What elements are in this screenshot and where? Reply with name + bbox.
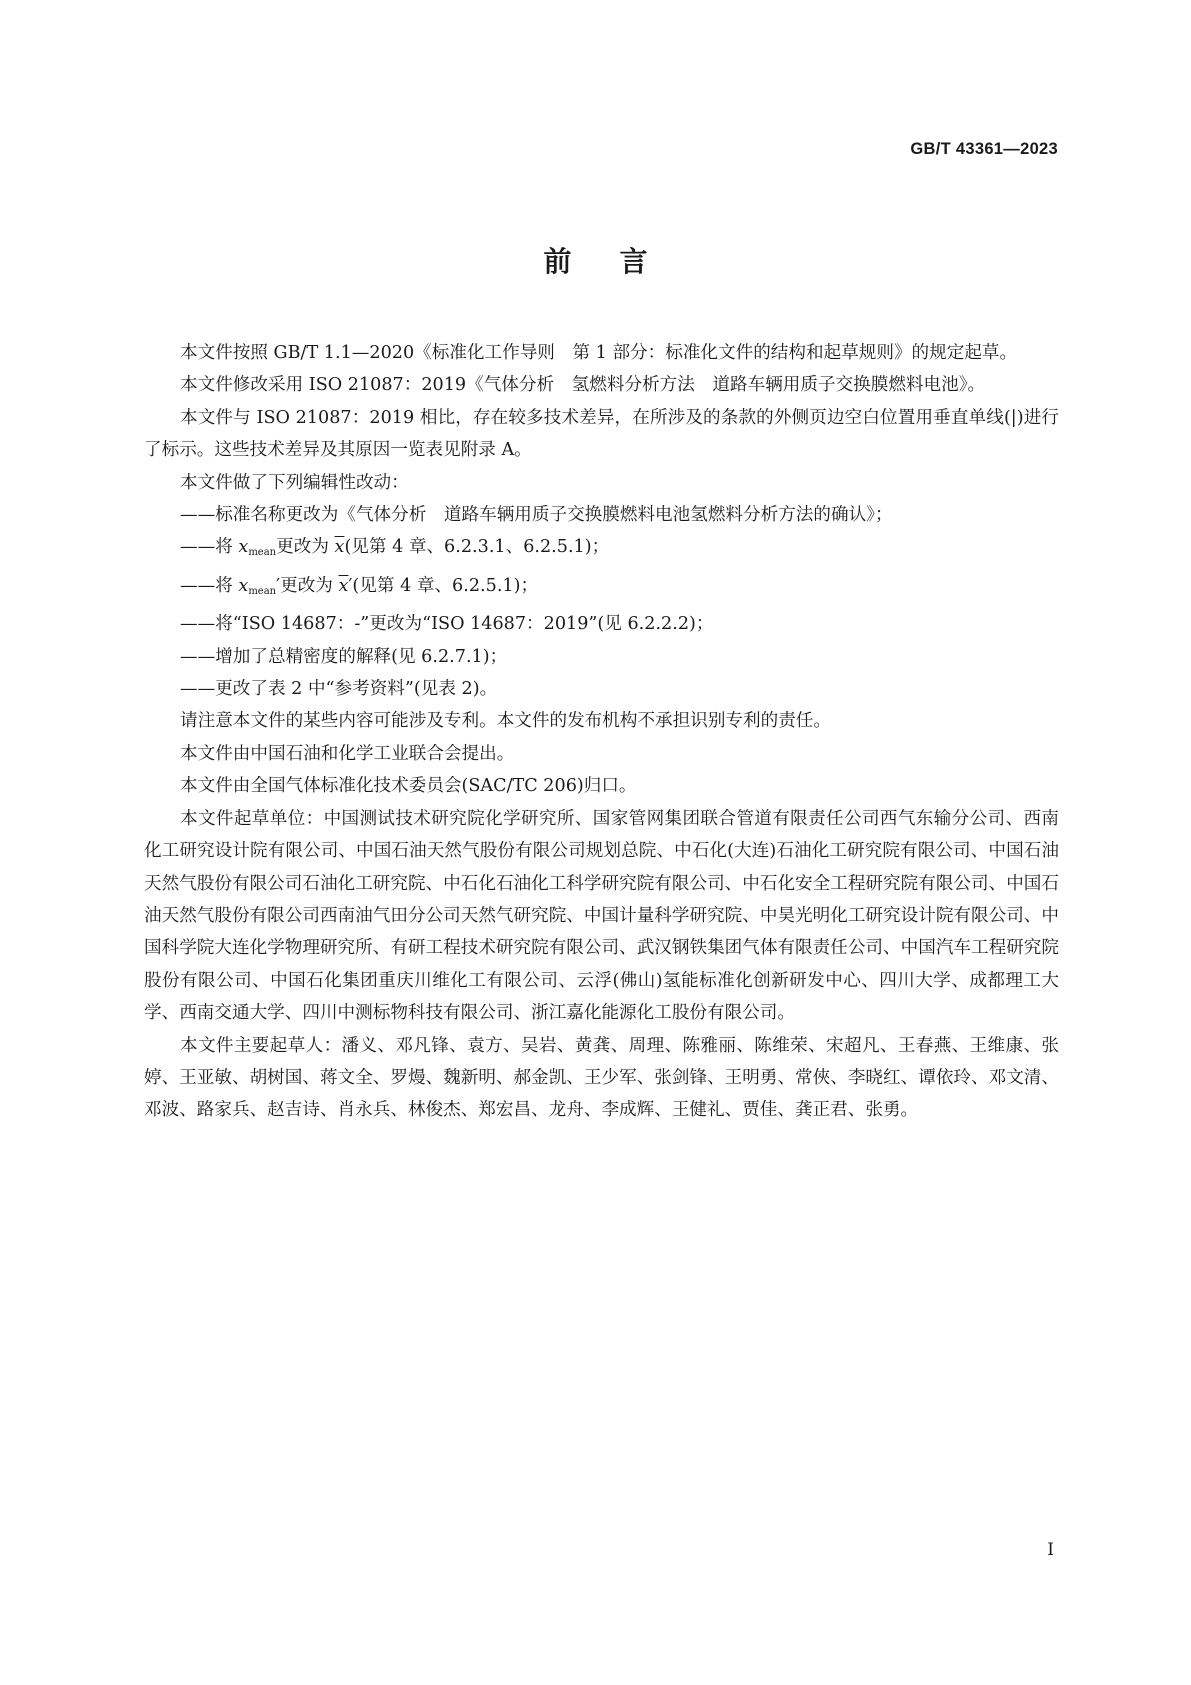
- change-mid: ′更改为: [276, 575, 339, 596]
- paragraph-managed-by: 本文件由全国气体标准化技术委员会(SAC/TC 206)归口。: [180, 776, 637, 797]
- paragraph-drafting-rules: 本文件按照 GB/T 1.1—2020《标准化工作导则 第 1 部分：标准化文件的结构和起草规则》的规定起草。: [180, 343, 1018, 363]
- change-mid: 更改为: [276, 537, 335, 558]
- variable-x-bar: $\overline{x}$: [338, 575, 349, 596]
- change-suffix: ′(见第 4 章、6.2.5.1)；: [348, 575, 539, 596]
- variable-x: x: [238, 537, 249, 558]
- subscript-mean: mean: [248, 585, 277, 597]
- change-item-title: ——标准名称更改为《气体分析 道路车辆用质子交换膜燃料电池氢燃料分析方法的确认》；: [180, 505, 893, 526]
- variable-x: x: [238, 575, 249, 596]
- page-title: 前言: [543, 245, 696, 278]
- paragraph-technical-differences: 本文件与 ISO 21087：2019 相比，存在较多技术差异，在所涉及的条款的外侧页边空白位置用垂直单线(|)进行了标示。这些技术差异及其原因一览表见附录 A。: [144, 407, 1059, 461]
- change-prefix: ——将: [180, 537, 239, 558]
- subscript-mean: mean: [248, 547, 277, 559]
- paragraph-drafting-units: 本文件起草单位：中国测试技术研究院化学研究所、国家管网集团联合管道有限责任公司西气东输分公司、西南化工研究设计院有限公司、中国石油天然气股份有限公司规划总院、中石化(大连)石油化工研究院有限公司、中国石油天然气股份有限公司石油化工研究院、中石化石油化工科学研究院有限公司、中石化安全工程研究院有限公司、中国石油天然气股份有限公司西南油气田分公司天然气研究院、中国计量科学研究院、中昊光明化工研究设计院有限公司、中国科学院大连化学物理研究所、有研工程技术研究院有限公司、武汉钢铁集团气体有限责任公司、中国汽车工程研究院股份有限公司、中国石化集团重庆川维化工有限公司、云浮(佛山)氢能标准化创新研发中心、四川大学、成都理工大学、西南交通大学、四川中测标物科技有限公司、浙江嘉化能源化工股份有限公司。: [144, 808, 1059, 1024]
- standard-number: GB/T 43361—2023: [910, 140, 1058, 158]
- paragraph-patent-notice: 请注意本文件的某些内容可能涉及专利。本文件的发布机构不承担识别专利的责任。: [180, 711, 831, 732]
- page-number: I: [1047, 1540, 1054, 1560]
- paragraph-adoption: 本文件修改采用 ISO 21087：2019《气体分析 氢燃料分析方法 道路车辆用质子交换膜燃料电池》。: [180, 375, 986, 396]
- variable-x-bar: $\overline{x}$: [334, 537, 345, 558]
- paragraph-editorial-changes-intro: 本文件做了下列编辑性改动：: [180, 472, 409, 493]
- change-prefix: ——将: [180, 575, 239, 596]
- change-item-xmean-prime: [144, 570, 1059, 608]
- change-item-table2: ——更改了表 2 中“参考资料”(见表 2)。: [180, 679, 498, 700]
- change-suffix: (见第 4 章、6.2.3.1、6.2.5.1)；: [344, 537, 610, 558]
- change-item-precision: ——增加了总精密度的解释(见 6.2.7.1)；: [180, 646, 508, 667]
- change-item-xmean: [144, 531, 1059, 569]
- foreword-body: [144, 337, 1059, 1127]
- change-item-iso14687: ——将“ISO 14687：-”更改为“ISO 14687：2019”(见 6.2.2.2)；: [180, 614, 714, 635]
- paragraph-proposed-by: 本文件由中国石油和化学工业联合会提出。: [180, 743, 515, 764]
- paragraph-drafters: 本文件主要起草人：潘义、邓凡锋、袁方、吴岩、黄龚、周理、陈雅丽、陈维荣、宋超凡、王春燕、王维康、张婷、王亚敏、胡树国、蒋文全、罗熳、魏新明、郝金凯、王少军、张剑锋、王明勇、常俠、李晓红、谭依玲、邓文清、邓波、路家兵、赵吉诗、肖永兵、林俊杰、郑宏昌、龙舟、李成辉、王健礼、贾佳、龚正君、张勇。: [144, 1035, 1059, 1121]
